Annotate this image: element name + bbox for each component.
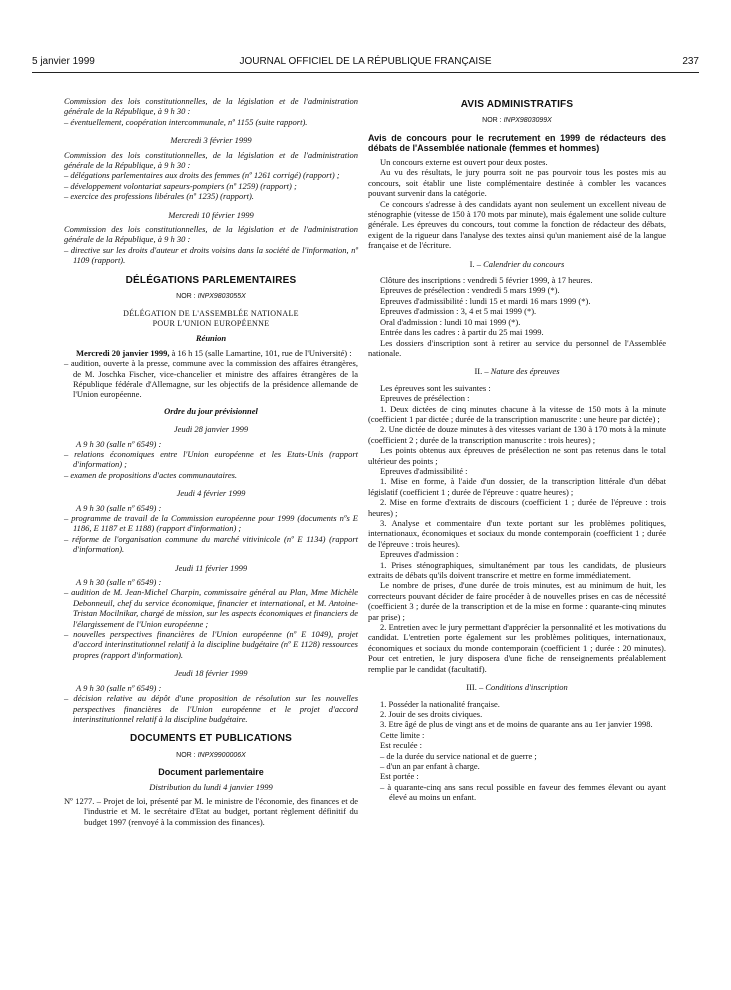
- header-rule: [32, 72, 699, 73]
- agenda-item: – éventuellement, coopération intercommunale, nº 1155 (suite rapport).: [64, 116, 308, 127]
- condition-item: – d'un an par enfant à charge.: [380, 760, 480, 771]
- calendar-line: Clôture des inscriptions : vendredi 5 février 1999, à 17 heures.: [380, 275, 593, 286]
- paragraph: 2. Entretien avec le jury permettant d'apprécier la personnalité et les motivations du candidat. L'entretien porte également sur les problèmes politiques, internationaux, économiques et sociaux du monde contemporain (coefficient 1 ; durée : 20 minutes). Pour cet entretien, le jury disposera d'une fiche de renseignements préalablement remplie par le candidat (facultatif).: [368, 622, 666, 674]
- agenda-item: – examen de propositions d'actes communautaires.: [64, 469, 238, 480]
- document-entry: Nº 1277. – Projet de loi, présenté par M. le ministre de l'économie, des finances et de l'industrie et M. le secrétaire d'Etat au budget, portant règlement définitif du budget 1997 (renvoyé à la commission des finances).: [64, 795, 358, 827]
- intro-paragraph: Un concours externe est ouvert pour deux postes.: [380, 157, 548, 167]
- paragraph: 1. Mise en forme, à l'aide d'un dossier, de la transcription littérale d'un débat législatif (coefficient 1 ; durée de l'épreuve : quatre heures) ;: [368, 476, 666, 497]
- agenda-item: – exercice des professions libérales (nº 1235) (rapport).: [64, 191, 254, 202]
- paragraph: 2. Mise en forme d'extraits de discours (coefficient 1 ; durée de l'épreuve : trois heures) ;: [368, 497, 666, 518]
- section-title-avis: AVIS ADMINISTRATIFS: [460, 99, 574, 110]
- paragraph: 3. Analyse et commentaire d'un texte portant sur les problèmes politiques, internationaux, économiques et sociaux du monde contemporain (coefficient 1 ; durée de l'épreuve : trois heures).: [368, 518, 666, 549]
- section-title-documents: DOCUMENTS ET PUBLICATIONS: [129, 733, 293, 745]
- right-column: [368, 96, 666, 803]
- paragraph: Les points obtenus aux épreuves de présélection ne sont pas retenus dans le total ultérieur des points ;: [368, 445, 666, 466]
- header-page-number: 237: [682, 56, 699, 67]
- day-heading: Jeudi 18 février 1999: [174, 668, 248, 679]
- time-line: A 9 h 30 (salle nº 6549) :: [76, 438, 162, 449]
- delegation-name: POUR L'UNION EUROPÉENNE: [152, 318, 270, 328]
- calendar-line: Epreuves d'admissibilité : lundi 15 et mardi 16 mars 1999 (*).: [380, 295, 591, 306]
- subheading: Epreuves d'admissibilité :: [380, 465, 468, 476]
- delegation-name: DÉLÉGATION DE L'ASSEMBLÉE NATIONALE: [123, 308, 299, 318]
- agenda-item: – directive sur les droits d'auteur et droits voisins dans la société de l'information, nº 1109 (rapport).: [64, 244, 358, 266]
- avis-title: Avis de concours pour le recrutement en 1999 de rédacteurs des débats de l'Assemblée nationale (femmes et hommes): [368, 132, 666, 154]
- paragraph: 1. Prises sténographiques, simultanément par tous les candidats, de plusieurs extraits de débats qu'ils doivent transcrire et mettre en forme immédiatement.: [368, 559, 666, 581]
- calendar-line: Entrée dans les cadres : à partir du 25 mai 1999.: [380, 327, 544, 338]
- header-date: 5 janvier 1999: [32, 56, 95, 67]
- paragraph: 2. Une dictée de douze minutes à des vitesses variant de 130 à 170 mots à la minute (coefficient 2 ; durée de la transcription manuscrite : trois heures) ;: [368, 424, 666, 445]
- nor-reference: NOR : INPX9803055X: [176, 293, 246, 301]
- condition-line: 1. Posséder la nationalité française.: [380, 698, 500, 709]
- agenda-heading: Ordre du jour prévisionnel: [164, 405, 258, 416]
- intro-paragraph: Ce concours s'adresse à des candidats ayant non seulement un excellent niveau de sténographie (vitesse de 150 à 170 mots par minute), mais également une solide culture générale. Les épreuves du concours, tout comme la fonction de rédacteur des débats, exigent de la rigueur dans l'analyse des textes ainsi qu'un maniement aisé de la langue française et de l'écriture.: [368, 198, 666, 251]
- day-heading: Mercredi 3 février 1999: [170, 135, 252, 146]
- time-line: A 9 h 30 (salle nº 6549) :: [76, 577, 162, 588]
- day-heading: Jeudi 11 février 1999: [174, 562, 248, 573]
- calendar-line: Oral d'admission : lundi 10 mai 1999 (*).: [380, 316, 521, 327]
- agenda-item: – relations économiques entre l'Union européenne et les Etats-Unis (rapport d'information) ;: [64, 448, 358, 470]
- page-header: [32, 56, 699, 72]
- agenda-item: – nouvelles perspectives financières de l'Union européenne (nº E 1049), projet d'accord interinstitutionnel relatif à la discipline budgétaire (nº E 1128) ressources propres (rapport d'information).: [64, 629, 358, 660]
- agenda-item: – programme de travail de la Commission européenne pour 1999 (documents nºs E 1186, E 1187 et E 1188) (rapport d'information) ;: [64, 513, 358, 534]
- condition-line: Est portée :: [380, 771, 419, 782]
- paragraph: Le nombre de prises, d'une durée de trois minutes, est au minimum de huit, les correcteurs pouvant décider de faire procéder à de nouvelles prises en cas de nécessité (coefficient 3 ; durée de la transcription et de la mise en forme : quarante-cinq minutes par prise) ;: [368, 580, 666, 622]
- agenda-item: – développement volontariat sapeurs-pompiers (nº 1259) (rapport) ;: [64, 180, 297, 191]
- day-heading: Mercredi 10 février 1999: [168, 209, 254, 220]
- subheading: Epreuves d'admission :: [380, 549, 459, 560]
- header-journal-title: JOURNAL OFFICIEL DE LA RÉPUBLIQUE FRANÇAISE: [239, 56, 492, 67]
- section-heading-nature: II. – Nature des épreuves: [474, 366, 560, 377]
- commission-heading: Commission des lois constitutionnelles, de la législation et de l'administration générale de la République, à 9 h 30 :: [64, 224, 358, 245]
- condition-line: 2. Jouir de ses droits civiques.: [380, 708, 483, 719]
- document-subtitle: Document parlementaire: [158, 767, 264, 778]
- day-heading: Jeudi 4 février 1999: [176, 488, 246, 499]
- subheading: Epreuves de présélection :: [380, 393, 470, 404]
- condition-item: – de la durée du service national et de guerre ;: [380, 750, 537, 761]
- commission-heading: Commission des lois constitutionnelles, de la législation et de l'administration générale de la République, à 9 h 30 :: [64, 96, 358, 117]
- section-heading-calendar: I. – Calendrier du concours: [469, 258, 565, 269]
- calendar-line: Epreuves d'admission : 3, 4 et 5 mai 1999 (*).: [380, 306, 537, 317]
- agenda-item: – réforme de l'organisation commune du marché vitivinicole (nº E 1134) (rapport d'information).: [64, 533, 358, 555]
- calendar-line: Epreuves de présélection : vendredi 5 mars 1999 (*).: [380, 285, 560, 296]
- reunion-heading: Réunion: [195, 333, 227, 344]
- day-heading: Jeudi 28 janvier 1999: [173, 424, 249, 435]
- left-column: [64, 96, 358, 827]
- agenda-item: – audition de M. Jean-Michel Charpin, commissaire général au Plan, Mme Michèle Debonneuil, chef du service économique, financier et international, et M. Antoine-Tristan Mocilnikar, chargé de mission, sur les aspects économiques et financiers de l'élargissement de l'Union européenne ;: [64, 587, 358, 629]
- intro-paragraph: Au vu des résultats, le jury pourra soit ne pas pourvoir tous les postes mis au concours, soit établir une liste complémentaire destinée à combler les vacances pouvant survenir dans la catégorie.: [368, 167, 666, 199]
- agenda-item: – audition, ouverte à la presse, commune avec la commission des affaires étrangères, de M. Joschka Fischer, vice-chancelier et ministre des affaires étrangères de la République fédérale d'Allemagne, sur les objectifs de la présidence allemande de l'Union européenne.: [64, 358, 358, 400]
- distribution-date: Distribution du lundi 4 janvier 1999: [149, 781, 273, 792]
- paragraph: 1. Deux dictées de cinq minutes chacune à la vitesse de 150 mots à la minute (coefficient 1 par dictée ; durée de la transcription manuscrite : une heure par dictée) ;: [368, 403, 666, 424]
- condition-line: 3. Etre âgé de plus de vingt ans et de moins de quarante ans au 1er janvier 1998.: [380, 719, 653, 730]
- section-title-delegations: DÉLÉGATIONS PARLEMENTAIRES: [125, 274, 297, 286]
- time-line: A 9 h 30 (salle nº 6549) :: [76, 502, 162, 513]
- paragraph: Les épreuves sont les suivantes :: [380, 382, 491, 393]
- condition-line: Cette limite :: [380, 729, 425, 740]
- agenda-item: – délégations parlementaires aux droits des femmes (nº 1261 corrigé) (rapport) ;: [64, 170, 340, 181]
- calendar-line: Les dossiers d'inscription sont à retirer au service du personnel de l'Assemblée nationale.: [368, 337, 666, 358]
- time-line: A 9 h 30 (salle nº 6549) :: [76, 682, 162, 693]
- condition-item: – à quarante-cinq ans sans recul possible en faveur des femmes élevant ou ayant élevé au moins un enfant.: [380, 781, 666, 803]
- nor-reference: NOR : INPX9803099X: [482, 117, 552, 125]
- nor-reference: NOR : INPX9900006X: [176, 751, 246, 759]
- section-heading-conditions: III. – Conditions d'inscription: [466, 682, 568, 693]
- meeting-line: Mercredi 20 janvier 1999, à 16 h 15 (salle Lamartine, 101, rue de l'Université) :: [76, 347, 352, 358]
- condition-line: Est reculée :: [380, 740, 423, 751]
- agenda-item: – décision relative au dépôt d'une proposition de résolution sur les nouvelles perspectives financières de l'Union européenne et le projet d'accord interinstitutionnel relatif à la discipline budgétaire.: [64, 693, 358, 724]
- commission-heading: Commission des lois constitutionnelles, de la législation et de l'administration générale de la République, à 9 h 30 :: [64, 149, 358, 171]
